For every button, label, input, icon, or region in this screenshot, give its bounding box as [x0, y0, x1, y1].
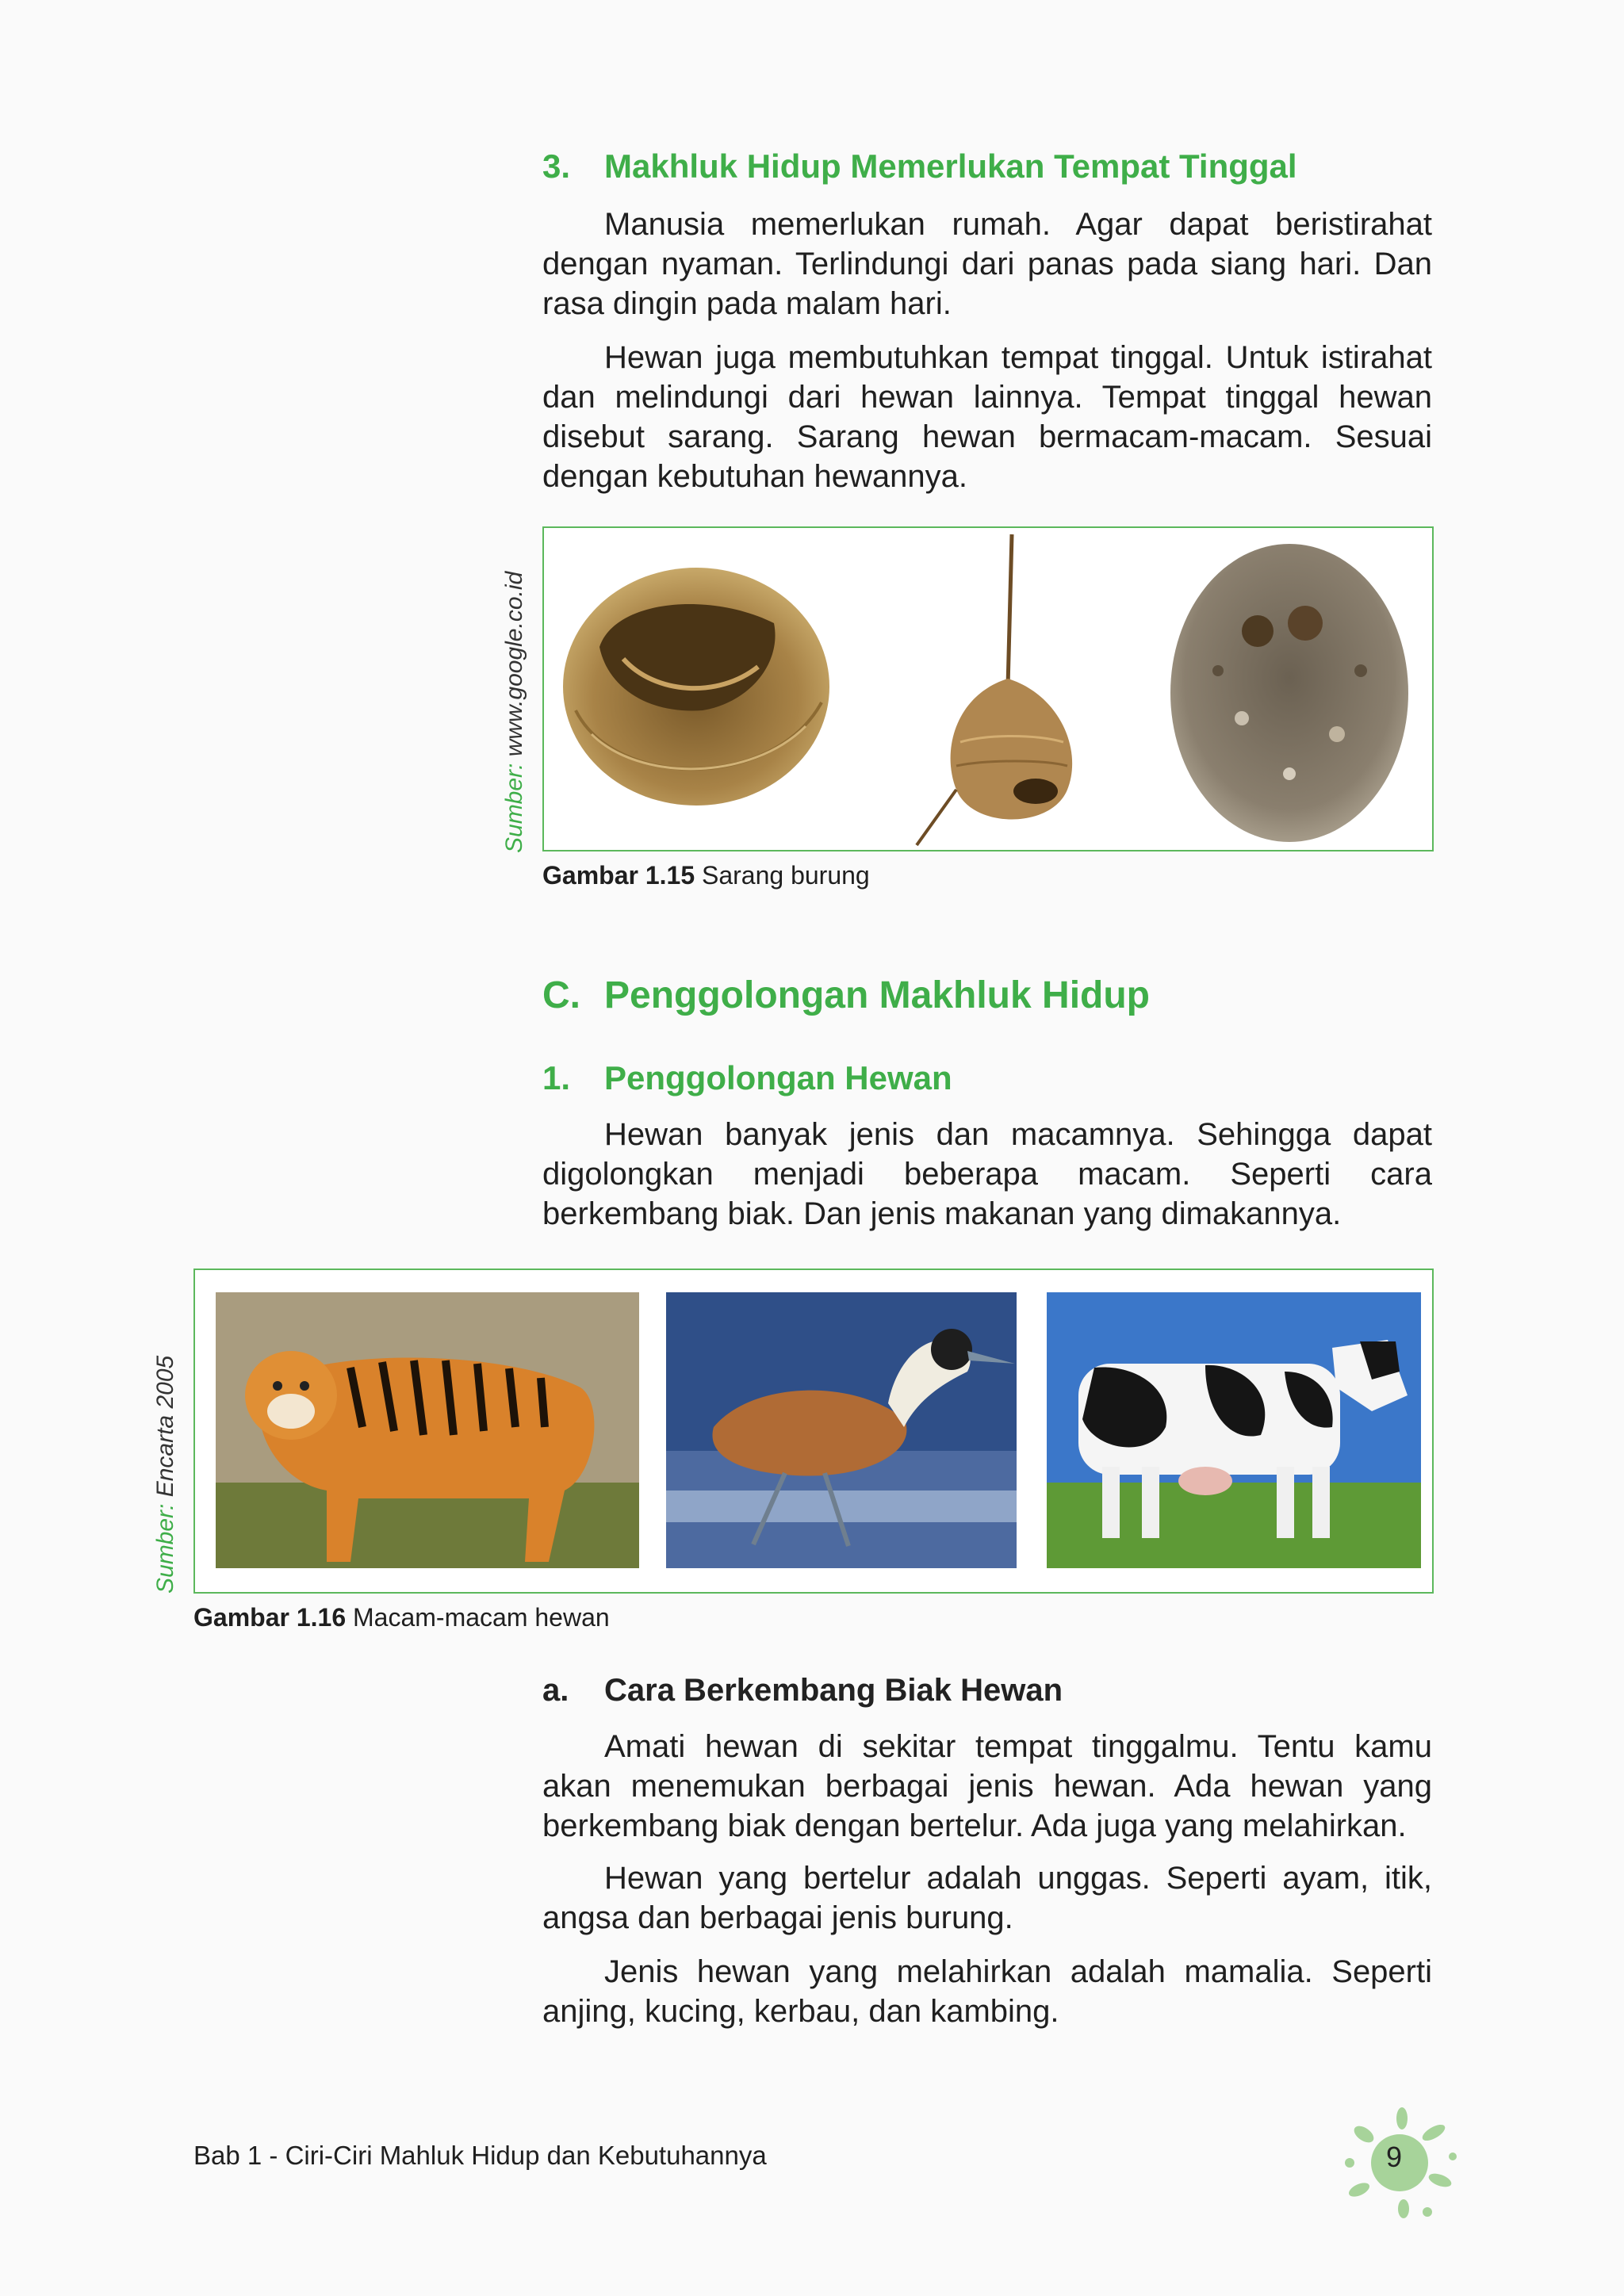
- paragraph: Hewan banyak jenis dan macamnya. Sehingga dapat digolongkan menjadi beberapa macam. Seperti cara berkembang biak. Dan jenis makanan yang dimakannya.: [542, 1117, 1432, 1231]
- subsection-title: Penggolongan Hewan: [604, 1059, 952, 1096]
- figure-frame: [542, 526, 1434, 851]
- figure-frame: [193, 1269, 1434, 1594]
- caption-label: Gambar 1.15: [542, 861, 695, 890]
- bird-image: [666, 1292, 1017, 1568]
- paragraph: Hewan yang bertelur adalah unggas. Seperti ayam, itik, angsa dan berbagai jenis burung.: [542, 1861, 1432, 1935]
- section-number: 3.: [542, 147, 571, 185]
- footer-chapter: Bab 1 - Ciri-Ciri Mahluk Hidup dan Kebutuhannya: [193, 2141, 767, 2170]
- caption-text: Sarang burung: [695, 861, 870, 890]
- section-letter: C.: [542, 974, 580, 1016]
- source-value: Encarta 2005: [152, 1355, 178, 1504]
- tiger-image: [216, 1292, 639, 1568]
- figure-caption: [542, 861, 870, 890]
- subsection-title: Cara Berkembang Biak Hewan: [604, 1673, 1063, 1708]
- subsection-number: 1.: [542, 1059, 571, 1096]
- caption-text: Macam-macam hewan: [346, 1603, 610, 1632]
- section-title: Penggolongan Makhluk Hidup: [604, 974, 1150, 1016]
- caption-label: Gambar 1.16: [193, 1603, 347, 1632]
- figure-source: [152, 1356, 179, 1594]
- section-title: Makhluk Hidup Memerlukan Tempat Tinggal: [604, 147, 1297, 185]
- paragraph: Manusia memerlukan rumah. Agar dapat beristirahat dengan nyaman. Terlindungi dari panas pada siang hari. Dan rasa dingin pada malam hari.: [542, 207, 1432, 321]
- page-number: 9: [1385, 2141, 1403, 2173]
- cow-image: [1047, 1292, 1421, 1568]
- paragraph: Hewan juga membutuhkan tempat tinggal. Untuk istirahat dan melindungi dari hewan lainnya. Tempat tinggal hewan disebut sarang. Sarang hewan bermacam-macam. Sesuai dengan kebutuhan hewannya.: [542, 340, 1432, 494]
- source-label: Sumber:: [501, 763, 527, 853]
- source-label: Sumber:: [152, 1503, 178, 1594]
- subsection-letter: a.: [542, 1673, 569, 1708]
- paragraph: Amati hewan di sekitar tempat tinggalmu. Tentu kamu akan menemukan berbagai jenis hewan. Ada hewan yang berkembang biak dengan bertelur. Ada juga yang melahirkan.: [542, 1729, 1432, 1843]
- paragraph: Jenis hewan yang melahirkan adalah mamalia. Seperti anjing, kucing, kerbau, dan kambing.: [542, 1954, 1432, 2029]
- figure-source: [501, 572, 528, 853]
- figure-caption: [193, 1603, 610, 1632]
- source-value: www.google.co.id: [501, 571, 527, 763]
- nest-round-image: [544, 528, 1432, 850]
